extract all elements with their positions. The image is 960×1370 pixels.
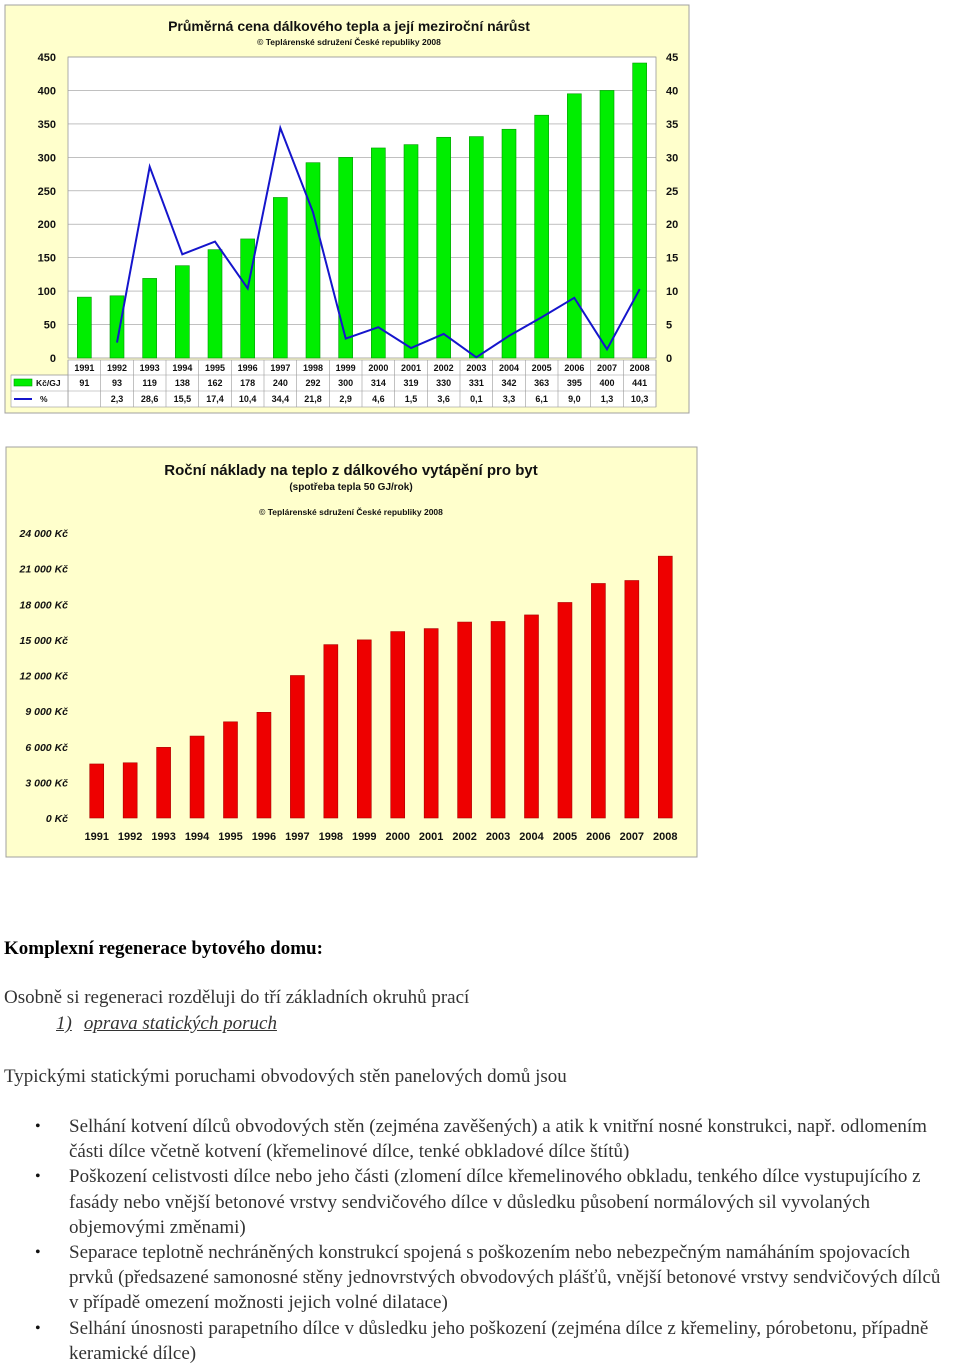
category-label: 2008 — [629, 363, 650, 373]
category-label: 1993 — [139, 363, 160, 373]
category-label: 2007 — [596, 363, 618, 373]
category-label: 1997 — [285, 831, 310, 843]
bar — [306, 163, 320, 358]
list-item — [0, 1316, 960, 1366]
bar — [224, 722, 238, 818]
list-item-text: Separace teplotně nechráněných konstrukcí spojená s poškozením nebo nebezpečným namáháním spojovacích prvků (předsazené samonosné stěny jednovrstvých obvodových plášťů, vnější betonové vrstvy sendvičových dílců v případě omezení možnosti jejich volné dilatace) — [69, 1242, 941, 1314]
bar — [567, 94, 581, 358]
bar — [123, 763, 137, 818]
data-label: 28,6 — [140, 394, 159, 404]
tick-label: 0 — [666, 353, 673, 365]
data-label: 119 — [142, 378, 157, 388]
bar — [558, 602, 572, 818]
category-label: 1999 — [352, 831, 377, 843]
category-label: 1997 — [270, 363, 291, 373]
annual-cost-chart — [0, 445, 700, 860]
category-label: 1994 — [184, 831, 210, 843]
category-label: 1995 — [204, 363, 226, 373]
legend-swatch-bar — [14, 379, 32, 386]
list-item — [0, 1114, 960, 1164]
bar — [404, 145, 418, 358]
list-item — [0, 1164, 960, 1240]
annual-cost-chart-subtitle: (spotřeba tepla 50 GJ/rok) — [289, 482, 413, 493]
data-label: 93 — [111, 378, 123, 388]
category-label: 1996 — [251, 831, 277, 843]
bar — [273, 197, 287, 358]
data-label: 331 — [468, 378, 484, 388]
price-chart-title-text: Průměrná cena dálkového tepla a její meziroční nárůst — [168, 18, 530, 34]
category-label: 2008 — [653, 831, 678, 843]
category-label: 2003 — [485, 831, 511, 843]
category-label: 2005 — [531, 363, 552, 373]
data-label: 162 — [207, 378, 223, 388]
data-label: 10,3 — [630, 394, 649, 404]
category-label: 1998 — [302, 363, 324, 373]
bar — [110, 296, 124, 358]
category-label: 1998 — [318, 831, 344, 843]
category-label: 2002 — [452, 831, 477, 843]
subheading — [56, 1013, 277, 1035]
tick-label: 21 000 Kč — [19, 563, 68, 576]
tick-label: 0 Kč — [45, 813, 68, 825]
list-item — [0, 1240, 960, 1316]
tick-label: 50 — [43, 319, 56, 332]
tick-label: 350 — [37, 118, 56, 131]
bar — [658, 556, 672, 818]
data-label: 17,4 — [206, 394, 224, 404]
category-label: 1991 — [84, 831, 109, 843]
bar — [391, 632, 405, 818]
data-label: 363 — [534, 378, 550, 388]
data-label: 3,3 — [502, 394, 516, 404]
bar — [469, 137, 483, 358]
tick-label: 250 — [37, 185, 56, 198]
tick-label: 45 — [666, 52, 679, 64]
bar — [157, 747, 171, 818]
bar — [208, 250, 222, 358]
section-heading: Komplexní regenerace bytového domu: — [4, 938, 323, 959]
bar — [502, 129, 516, 358]
category-label: 2003 — [466, 363, 487, 373]
data-label: 2,9 — [339, 394, 352, 404]
defect-list — [0, 1114, 960, 1366]
bullet-icon: • — [35, 1244, 41, 1262]
data-label: 342 — [501, 378, 517, 388]
tick-label: 40 — [666, 85, 679, 98]
legend-label: Kč/GJ — [36, 378, 61, 388]
category-label: 2002 — [433, 363, 454, 373]
category-label: 2005 — [552, 831, 578, 843]
typical-paragraph: Typickými statickými poruchami obvodových stěn panelových domů jsou — [4, 1066, 567, 1087]
bar — [90, 764, 104, 818]
annual-cost-chart-title: Roční náklady na teplo z dálkového vytápění pro byt — [164, 462, 538, 479]
data-label: 3,6 — [437, 394, 450, 404]
annual-cost-chart-note: © Teplárenské sdružení České republiky 2008 — [259, 507, 443, 517]
subheading-number: 1) — [56, 1013, 72, 1034]
bullet-icon: • — [35, 1118, 41, 1135]
legend-label: % — [40, 394, 48, 404]
bar — [324, 645, 338, 818]
price-chart — [0, 0, 692, 418]
list-item-text: Selhání únosnosti parapetního dílce v důsledku jeho poškození (zejména dílce z křemeliny, pórobetonu, případně keramické dílce) — [69, 1317, 929, 1364]
tick-label: 12 000 Kč — [19, 670, 68, 683]
category-label: 2004 — [519, 831, 544, 843]
annual-cost-chart-y-axis — [19, 528, 69, 825]
bar — [424, 629, 438, 818]
data-label: 395 — [566, 378, 582, 388]
bullet-icon: • — [35, 1319, 41, 1337]
tick-label: 15 000 Kč — [19, 634, 68, 647]
category-label: 2004 — [498, 363, 520, 373]
price-chart-title — [168, 18, 530, 34]
bar — [190, 736, 204, 818]
bar — [625, 581, 639, 819]
category-label: 2006 — [564, 363, 585, 373]
category-label: 2001 — [400, 363, 422, 373]
category-label: 1991 — [74, 363, 95, 373]
bar — [257, 712, 271, 818]
data-label: 4,6 — [372, 394, 385, 404]
data-label: 21,8 — [304, 394, 322, 404]
data-label: 300 — [338, 378, 354, 388]
subheading-text: oprava statických poruch — [83, 1013, 277, 1034]
data-label: 1,3 — [600, 394, 614, 404]
price-chart-data-table — [11, 360, 656, 407]
data-label: 10,4 — [238, 394, 257, 404]
bar — [491, 621, 505, 818]
bar — [458, 622, 472, 818]
bar — [437, 137, 451, 358]
category-label: 2001 — [418, 831, 444, 843]
bar — [77, 297, 91, 358]
tick-label: 200 — [37, 219, 56, 232]
data-label: 319 — [403, 378, 419, 388]
category-label: 1994 — [172, 363, 193, 373]
bar — [600, 90, 614, 358]
intro-paragraph: Osobně si regeneraci rozděluji do tří základních okruhů prací — [4, 987, 470, 1008]
data-label: 292 — [305, 378, 321, 388]
data-label: 441 — [632, 378, 648, 388]
category-label: 1992 — [106, 363, 128, 373]
bar — [633, 63, 647, 358]
list-item-text: Selhání kotvení dílců obvodových stěn (zejména zavěšených) a atik k vnitřní nosné konstrukci, např. odlomením části dílce včetně kotvení (křemelinové dílce, tenké obkladové dílce štítů) — [69, 1116, 927, 1163]
tick-label: 300 — [37, 152, 56, 165]
data-label: 314 — [370, 378, 386, 388]
data-label: 178 — [240, 378, 256, 388]
bar — [591, 583, 605, 818]
tick-label: 35 — [666, 118, 679, 131]
category-label: 1992 — [117, 831, 143, 843]
tick-label: 100 — [37, 286, 56, 299]
data-label: 34,4 — [271, 394, 290, 404]
tick-label: 24 000 Kč — [19, 528, 68, 540]
data-label: 91 — [79, 378, 90, 388]
tick-label: 9 000 Kč — [25, 706, 68, 719]
list-item-text: Poškození celistvosti dílce nebo jeho části (zlomení dílce křemelinového obkladu, tenkého dílce vystupujícího z fasády nebo vnější betonové vrstvy sendvičového dílce v důsledku působení normálových sil vyvolaných objemovými změnami) — [69, 1166, 921, 1238]
bullet-icon: • — [35, 1168, 41, 1186]
data-label: 0,1 — [470, 394, 483, 404]
bar — [175, 266, 189, 358]
data-label: 2,3 — [110, 394, 124, 404]
category-label: 1995 — [218, 831, 243, 843]
tick-label: 5 — [666, 319, 673, 332]
bar — [525, 615, 539, 818]
tick-label: 450 — [37, 52, 56, 64]
data-label: 6,1 — [535, 394, 548, 404]
price-chart-subtitle: © Teplárenské sdružení České republiky 2008 — [257, 37, 441, 47]
tick-label: 0 — [49, 353, 56, 365]
category-label: 2000 — [368, 363, 389, 373]
category-label: 2007 — [619, 831, 645, 843]
tick-label: 150 — [37, 252, 56, 265]
tick-label: 10 — [666, 286, 679, 299]
bar — [241, 239, 255, 358]
data-label: 240 — [272, 378, 288, 388]
tick-label: 25 — [666, 185, 679, 198]
data-label: 15,5 — [173, 394, 192, 404]
data-label: 330 — [436, 378, 452, 388]
tick-label: 6 000 Kč — [25, 741, 68, 754]
bar — [535, 115, 549, 358]
tick-label: 20 — [666, 219, 679, 232]
tick-label: 400 — [37, 85, 56, 98]
data-label: 400 — [599, 378, 615, 388]
category-label: 1996 — [237, 363, 258, 373]
tick-label: 18 000 Kč — [19, 599, 68, 612]
tick-label: 15 — [666, 252, 679, 265]
bar — [339, 157, 353, 358]
category-label: 1993 — [151, 831, 176, 843]
data-label: 1,5 — [404, 394, 418, 404]
category-label: 2000 — [385, 831, 410, 843]
category-label: 2006 — [586, 831, 611, 843]
category-label: 1999 — [335, 363, 356, 373]
tick-label: 3 000 Kč — [25, 777, 68, 790]
data-label: 138 — [174, 378, 190, 388]
bar — [357, 640, 371, 818]
bar — [143, 278, 157, 358]
data-label: 9,0 — [568, 394, 581, 404]
bar — [290, 676, 304, 819]
tick-label: 30 — [666, 152, 679, 165]
